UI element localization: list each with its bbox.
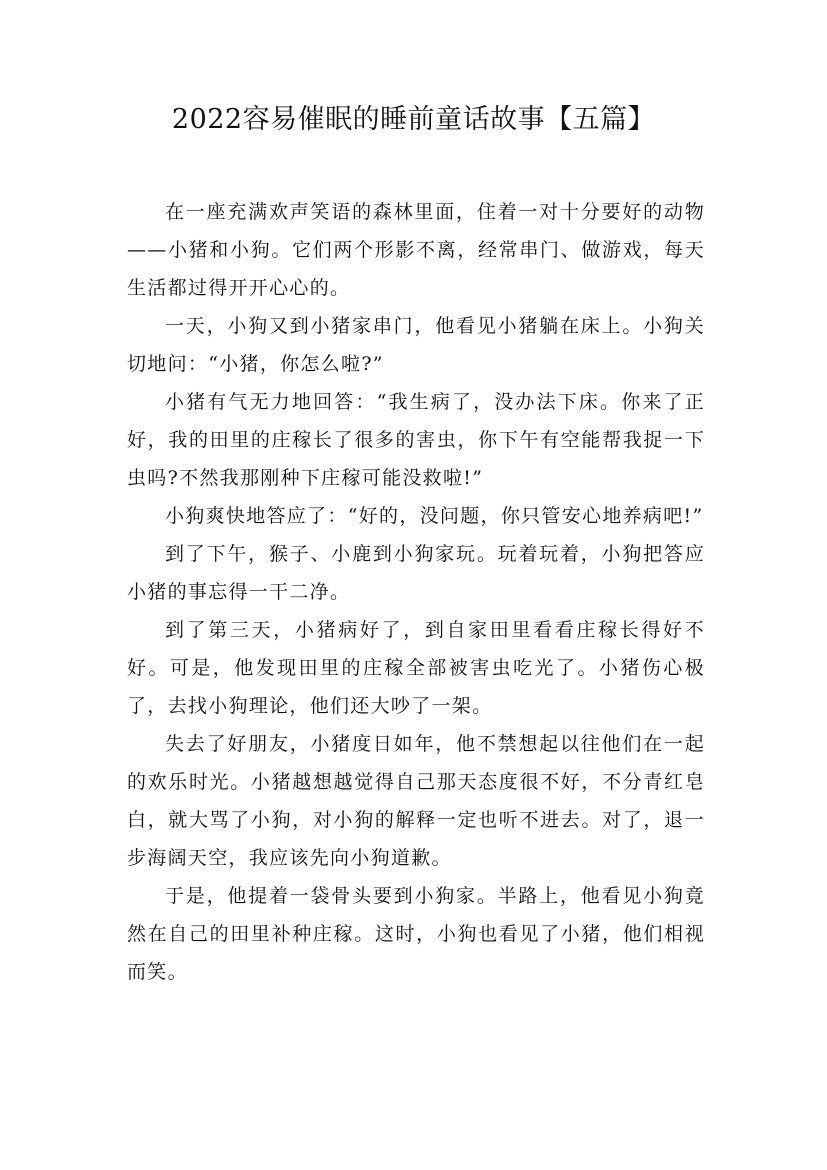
paragraph: 一天，小狗又到小猪家串门，他看见小猪躺在床上。小狗关切地问：“小猪，你怎么啦?” xyxy=(127,315,705,375)
paragraph: 小狗爽快地答应了：“好的，没问题，你只管安心地养病吧!” xyxy=(165,505,704,527)
paragraph: 在一座充满欢声笑语的森林里面，住着一对十分要好的动物——小猪和小狗。它们两个形影不离，经常串门、做游戏，每天生活都过得开开心心的。 xyxy=(127,201,705,299)
paragraph: 于是，他提着一袋骨头要到小狗家。半路上，他看见小狗竟然在自己的田里补种庄稼。这时，小狗也看见了小猪，他们相视而笑。 xyxy=(127,885,705,983)
paragraph: 到了下午，猴子、小鹿到小狗家玩。玩着玩着，小狗把答应小猪的事忘得一干二净。 xyxy=(127,543,705,603)
story-body xyxy=(127,193,705,991)
paragraph: 失去了好朋友，小猪度日如年，他不禁想起以往他们在一起的欢乐时光。小猪越想越觉得自己那天态度很不好，不分青红皂白，就大骂了小狗，对小狗的解释一定也听不进去。对了，退一步海阔天空，我应该先向小狗道歉。 xyxy=(127,733,705,869)
page-title: 2022容易催眠的睡前童话故事【五篇】 xyxy=(171,104,656,135)
paragraph: 小猪有气无力地回答：“我生病了，没办法下床。你来了正好，我的田里的庄稼长了很多的害虫，你下午有空能帮我捉一下虫吗?不然我那刚种下庄稼可能没救啦!” xyxy=(127,391,705,489)
paragraph: 到了第三天，小猪病好了，到自家田里看看庄稼长得好不好。可是，他发现田里的庄稼全部被害虫吃光了。小猪伤心极了，去找小狗理论，他们还大吵了一架。 xyxy=(127,619,705,717)
